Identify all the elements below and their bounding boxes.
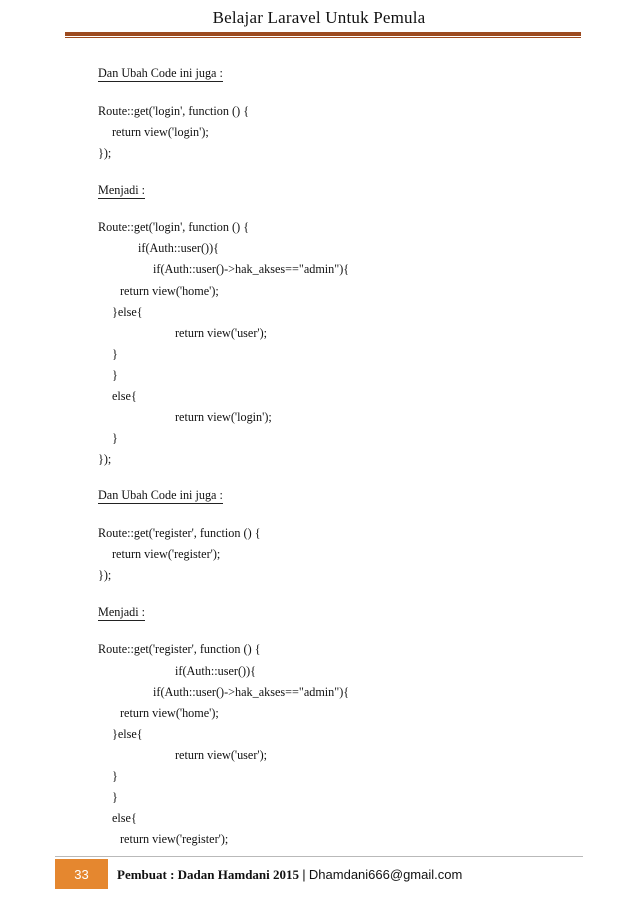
code-line: Route::get('register', function () { — [98, 526, 261, 540]
footer-email: Dhamdani666@gmail.com — [308, 867, 463, 882]
code-line: return view('register'); — [120, 832, 229, 846]
code-line: }else{ — [112, 305, 143, 319]
section-heading: Menjadi : — [98, 183, 146, 197]
code-line: } — [112, 769, 118, 783]
footer-rule — [55, 856, 583, 857]
code-line: }else{ — [112, 727, 143, 741]
header-thin-rule — [65, 37, 581, 38]
code-line: }); — [98, 146, 112, 160]
code-line: else{ — [112, 389, 137, 403]
code-line: if(Auth::user()){ — [175, 664, 256, 678]
code-line: return view('user'); — [175, 748, 268, 762]
footer-text — [117, 867, 462, 883]
code-line: Route::get('login', function () { — [98, 220, 250, 234]
code-line: return view('login'); — [112, 125, 209, 139]
code-line: else{ — [112, 811, 137, 825]
code-line: return view('home'); — [120, 706, 219, 720]
code-line: Route::get('login', function () { — [98, 104, 250, 118]
code-line: return view('user'); — [175, 326, 268, 340]
section-heading: Menjadi : — [98, 605, 146, 619]
section-heading: Dan Ubah Code ini juga : — [98, 488, 223, 502]
code-line: if(Auth::user()->hak_akses=="admin"){ — [153, 262, 350, 276]
footer-author: Pembuat : Dadan Hamdani 2015 — [117, 867, 300, 882]
page-number: 33 — [55, 859, 108, 889]
code-line: if(Auth::user()){ — [138, 241, 219, 255]
code-line: if(Auth::user()->hak_akses=="admin"){ — [153, 685, 350, 699]
code-line: } — [112, 431, 118, 445]
footer-separator: | — [302, 867, 306, 882]
page-header-title: Belajar Laravel Untuk Pemula — [212, 8, 426, 27]
code-line: } — [112, 368, 118, 382]
code-line: } — [112, 790, 118, 804]
code-line: return view('register'); — [112, 547, 221, 561]
code-line: return view('login'); — [175, 410, 272, 424]
header-thick-rule — [65, 32, 581, 36]
code-line: return view('home'); — [120, 284, 219, 298]
code-line: }); — [98, 568, 112, 582]
code-line: } — [112, 347, 118, 361]
code-line: }); — [98, 452, 112, 466]
section-heading: Dan Ubah Code ini juga : — [98, 66, 223, 80]
code-line: Route::get('register', function () { — [98, 642, 261, 656]
